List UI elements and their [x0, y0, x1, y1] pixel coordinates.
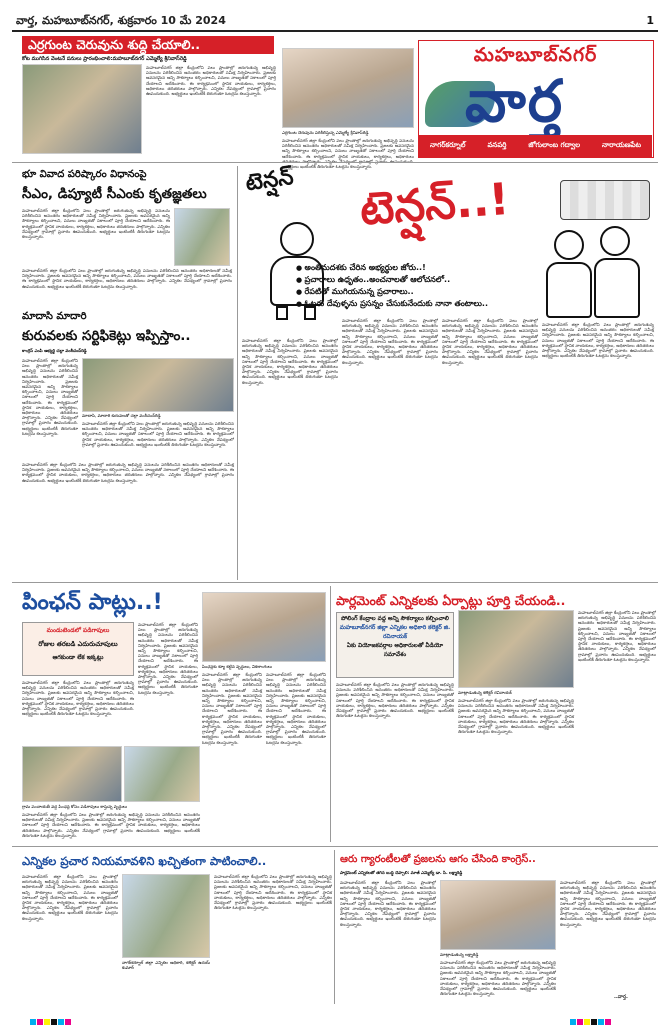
divider-3	[12, 846, 658, 847]
story1-subhead: కోట ముగిసిన వెంటనే పనులు ప్రారంభించాలి:మహబూబ్‌నగర్ ఎమ్మెల్యే శ్రీనివాస్‌రెడ్డి	[22, 56, 187, 62]
parliament-deck-3: ఏకు వియోజకవర్గాల అధికారులతో వీడియో సమావేశం	[346, 643, 444, 658]
election-code-caption: నాగర్‌కర్నూల్ జిల్లా ఎన్నికల అధికారి, కలెక్టర్ ఉదయ్ కుమార్	[122, 960, 210, 971]
district-1: నాగర్‌కర్నూల్	[429, 141, 466, 149]
district-strip	[419, 135, 652, 157]
masthead-logo-bg	[421, 67, 650, 135]
story3-headline: కురువలకు సర్టిఫికెట్లు ఇప్పిస్తాం..	[22, 328, 191, 344]
pension-body-2: మహబూబ్‌నగర్ జిల్లా కేంద్రంలోని పలు ప్రాంతాల్లో జరుగుతున్న అభివృద్ధి పనులను పరిశీలించిన అనంతరం అధికారులతో సమీక్ష నిర్వహించారు. ప్రజలకు అవసరమైన అన్ని సౌకర్యాలు కల్పించాలని, పనులు నాణ్యతతో సకాలంలో పూర్తి చేయాలని ఆదేశించారు. ఈ కార్యక్రమంలో స్థానిక నాయకులు, కార్యకర్తలు, అధికారులు తదితరులు పాల్గొన్నారు. ఎన్నికల నేపథ్యంలో గ్రామాల్లో ప్రచారం ఊపందుకుంది. అభ్యర్థులు ఇంటింటికీ తిరుగుతూ ఓటర్లను కలుస్తున్నారు.	[138, 622, 198, 695]
story3-body-2: మహబూబ్‌నగర్ జిల్లా కేంద్రంలోని పలు ప్రాంతాల్లో జరుగుతున్న అభివృద్ధి పనులను పరిశీలించిన అనంతరం అధికారులతో సమీక్ష నిర్వహించారు. ప్రజలకు అవసరమైన అన్ని సౌకర్యాలు కల్పించాలని, పనులు నాణ్యతతో సకాలంలో పూర్తి చేయాలని ఆదేశించారు. ఈ కార్యక్రమంలో స్థానిక నాయకులు, కార్యకర్తలు, అధికారులు తదితరులు పాల్గొన్నారు. ఎన్నికల నేపథ్యంలో గ్రామాల్లో ప్రచారం ఊపందుకుంది. అభ్యర్థులు ఇంటింటికీ తిరుగుతూ ఓటర్లను కలుస్తున్నారు.	[82, 421, 234, 447]
parliament-body-3: మహబూబ్‌నగర్ జిల్లా కేంద్రంలోని పలు ప్రాంతాల్లో జరుగుతున్న అభివృద్ధి పనులను పరిశీలించిన అనంతరం అధికారులతో సమీక్ష నిర్వహించారు. ప్రజలకు అవసరమైన అన్ని సౌకర్యాలు కల్పించాలని, పనులు నాణ్యతతో సకాలంలో పూర్తి చేయాలని ఆదేశించారు. ఈ కార్యక్రమంలో స్థానిక నాయకులు, కార్యకర్తలు, అధికారులు తదితరులు పాల్గొన్నారు. ఎన్నికల నేపథ్యంలో గ్రామాల్లో ప్రచారం ఊపందుకుంది. అభ్యర్థులు ఇంటింటికీ తిరుగుతూ ఓటర్లను కలుస్తున్నారు.	[578, 610, 656, 662]
district-2: వనపర్తి	[487, 141, 507, 149]
pension-caption-1: పింఛన్లకు క్యూ కట్టిన వృద్ధులు, వికలాంగులు	[202, 664, 272, 669]
parliament-deck-1: పోలింగ్ కేంద్రాల వద్ద అన్ని సౌకర్యాలు కల్పించాలి	[341, 616, 449, 622]
pension-photo-2	[22, 746, 122, 802]
cmyk-marks-right	[570, 1010, 612, 1029]
newspaper-logo: వార్త	[465, 67, 565, 135]
pension-deck-3: ఆగకుండా లేక ఇక్కట్లు	[52, 654, 104, 661]
pension-photo-1	[202, 592, 326, 662]
masthead	[418, 40, 654, 158]
district-4: నారాయణపేట	[602, 141, 642, 149]
story3-photo	[82, 358, 234, 412]
story3-caption: మాదాసి, మాదారి కురువలతో చల్లా వంశీచంద్‌రెడ్డి	[82, 413, 161, 418]
pension-body-5: మహబూబ్‌నగర్ జిల్లా కేంద్రంలోని పలు ప్రాంతాల్లో జరుగుతున్న అభివృద్ధి పనులను పరిశీలించిన అనంతరం అధికారులతో సమీక్ష నిర్వహించారు. ప్రజలకు అవసరమైన అన్ని సౌకర్యాలు కల్పించాలని, పనులు నాణ్యతతో సకాలంలో పూర్తి చేయాలని ఆదేశించారు. ఈ కార్యక్రమంలో స్థానిక నాయకులు, కార్యకర్తలు, అధికారులు తదితరులు పాల్గొన్నారు. ఎన్నికల నేపథ్యంలో గ్రామాల్లో ప్రచారం ఊపందుకుంది. అభ్యర్థులు ఇంటింటికీ తిరుగుతూ ఓటర్లను కలుస్తున్నారు.	[22, 812, 200, 838]
pension-deck-1: మండుటెండలో పడిగాపులు	[46, 627, 110, 634]
guarantees-signoff: ..వార్త.	[614, 994, 628, 1000]
guarantees-body-2: మహబూబ్‌నగర్ జిల్లా కేంద్రంలోని పలు ప్రాంతాల్లో జరుగుతున్న అభివృద్ధి పనులను పరిశీలించిన అనంతరం అధికారులతో సమీక్ష నిర్వహించారు. ప్రజలకు అవసరమైన అన్ని సౌకర్యాలు కల్పించాలని, పనులు నాణ్యతతో సకాలంలో పూర్తి చేయాలని ఆదేశించారు. ఈ కార్యక్రమంలో స్థానిక నాయకులు, కార్యకర్తలు, అధికారులు తదితరులు పాల్గొన్నారు. ఎన్నికల నేపథ్యంలో గ్రామాల్లో ప్రచారం ఊపందుకుంది. అభ్యర్థులు ఇంటింటికీ తిరుగుతూ ఓటర్లను కలుస్తున్నారు.	[440, 960, 556, 997]
story1-body: మహబూబ్‌నగర్ జిల్లా కేంద్రంలోని పలు ప్రాంతాల్లో జరుగుతున్న అభివృద్ధి పనులను పరిశీలించిన అనంతరం అధికారులతో సమీక్ష నిర్వహించారు. ప్రజలకు అవసరమైన అన్ని సౌకర్యాలు కల్పించాలని, పనులు నాణ్యతతో సకాలంలో పూర్తి చేయాలని ఆదేశించారు. ఈ కార్యక్రమంలో స్థానిక నాయకులు, కార్యకర్తలు, అధికారులు తదితరులు పాల్గొన్నారు. ఎన్నికల నేపథ్యంలో గ్రామాల్లో ప్రచారం ఊపందుకుంది. అభ్యర్థులు ఇంటింటికీ తిరుగుతూ ఓటర్లను కలుస్తున్నారు.	[146, 65, 276, 97]
tension-bullets	[296, 262, 576, 310]
divider-1	[12, 162, 658, 163]
tension-body-1: మహబూబ్‌నగర్ జిల్లా కేంద్రంలోని పలు ప్రాంతాల్లో జరుగుతున్న అభివృద్ధి పనులను పరిశీలించిన అనంతరం అధికారులతో సమీక్ష నిర్వహించారు. ప్రజలకు అవసరమైన అన్ని సౌకర్యాలు కల్పించాలని, పనులు నాణ్యతతో సకాలంలో పూర్తి చేయాలని ఆదేశించారు. ఈ కార్యక్రమంలో స్థానిక నాయకులు, కార్యకర్తలు, అధికారులు తదితరులు పాల్గొన్నారు. ఎన్నికల నేపథ్యంలో గ్రామాల్లో ప్రచారం ఊపందుకుంది. అభ్యర్థులు ఇంటింటికీ తిరుగుతూ ఓటర్లను కలుస్తున్నారు.	[242, 338, 338, 385]
cartoon-title: టెన్షన్	[244, 164, 296, 197]
tension-body-3: మహబూబ్‌నగర్ జిల్లా కేంద్రంలోని పలు ప్రాంతాల్లో జరుగుతున్న అభివృద్ధి పనులను పరిశీలించిన అనంతరం అధికారులతో సమీక్ష నిర్వహించారు. ప్రజలకు అవసరమైన అన్ని సౌకర్యాలు కల్పించాలని, పనులు నాణ్యతతో సకాలంలో పూర్తి చేయాలని ఆదేశించారు. ఈ కార్యక్రమంలో స్థానిక నాయకులు, కార్యకర్తలు, అధికారులు తదితరులు పాల్గొన్నారు. ఎన్నికల నేపథ్యంలో గ్రామాల్లో ప్రచారం ఊపందుకుంది. అభ్యర్థులు ఇంటింటికీ తిరుగుతూ ఓటర్లను కలుస్తున్నారు.	[442, 318, 538, 365]
vertical-divider-3	[334, 850, 335, 1004]
edition-name: మహబూబ్‌నగర్	[473, 44, 598, 66]
pension-deck	[22, 622, 134, 676]
vertical-divider	[237, 166, 238, 580]
story2-body-2: మహబూబ్‌నగర్ జిల్లా కేంద్రంలోని పలు ప్రాంతాల్లో జరుగుతున్న అభివృద్ధి పనులను పరిశీలించిన అనంతరం అధికారులతో సమీక్ష నిర్వహించారు. ప్రజలకు అవసరమైన అన్ని సౌకర్యాలు కల్పించాలని, పనులు నాణ్యతతో సకాలంలో పూర్తి చేయాలని ఆదేశించారు. ఈ కార్యక్రమంలో స్థానిక నాయకులు, కార్యకర్తలు, అధికారులు తదితరులు పాల్గొన్నారు. ఎన్నికల నేపథ్యంలో గ్రామాల్లో ప్రచారం ఊపందుకుంది. అభ్యర్థులు ఇంటింటికీ తిరుగుతూ ఓటర్లను కలుస్తున్నారు.	[22, 268, 232, 289]
page-header	[12, 14, 658, 28]
pension-body-3: మహబూబ్‌నగర్ జిల్లా కేంద్రంలోని పలు ప్రాంతాల్లో జరుగుతున్న అభివృద్ధి పనులను పరిశీలించిన అనంతరం అధికారులతో సమీక్ష నిర్వహించారు. ప్రజలకు అవసరమైన అన్ని సౌకర్యాలు కల్పించాలని, పనులు నాణ్యతతో సకాలంలో పూర్తి చేయాలని ఆదేశించారు. ఈ కార్యక్రమంలో స్థానిక నాయకులు, కార్యకర్తలు, అధికారులు తదితరులు పాల్గొన్నారు. ఎన్నికల నేపథ్యంలో గ్రామాల్లో ప్రచారం ఊపందుకుంది. అభ్యర్థులు ఇంటింటికీ తిరుగుతూ ఓటర్లను కలుస్తున్నారు.	[202, 672, 262, 745]
parliament-body-2: మహబూబ్‌నగర్ జిల్లా కేంద్రంలోని పలు ప్రాంతాల్లో జరుగుతున్న అభివృద్ధి పనులను పరిశీలించిన అనంతరం అధికారులతో సమీక్ష నిర్వహించారు. ప్రజలకు అవసరమైన అన్ని సౌకర్యాలు కల్పించాలని, పనులు నాణ్యతతో సకాలంలో పూర్తి చేయాలని ఆదేశించారు. ఈ కార్యక్రమంలో స్థానిక నాయకులు, కార్యకర్తలు, అధికారులు తదితరులు పాల్గొన్నారు. ఎన్నికల నేపథ్యంలో గ్రామాల్లో ప్రచారం ఊపందుకుంది. అభ్యర్థులు ఇంటింటికీ తిరుగుతూ ఓటర్లను కలుస్తున్నారు.	[458, 698, 574, 735]
story3-subhead: కాంగ్రెస్ ఎంపి అభ్యర్థి చల్లా వంశీచంద్‌రెడ్డి	[22, 348, 87, 353]
guarantees-body-3: మహబూబ్‌నగర్ జిల్లా కేంద్రంలోని పలు ప్రాంతాల్లో జరుగుతున్న అభివృద్ధి పనులను పరిశీలించిన అనంతరం అధికారులతో సమీక్ష నిర్వహించారు. ప్రజలకు అవసరమైన అన్ని సౌకర్యాలు కల్పించాలని, పనులు నాణ్యతతో సకాలంలో పూర్తి చేయాలని ఆదేశించారు. ఈ కార్యక్రమంలో స్థానిక నాయకులు, కార్యకర్తలు, అధికారులు తదితరులు పాల్గొన్నారు. ఎన్నికల నేపథ్యంలో గ్రామాల్లో ప్రచారం ఊపందుకుంది. అభ్యర్థులు ఇంటింటికీ తిరుగుతూ ఓటర్లను కలుస్తున్నారు.	[560, 880, 656, 927]
vertical-divider-2	[330, 586, 331, 842]
tension-body-4: మహబూబ్‌నగర్ జిల్లా కేంద్రంలోని పలు ప్రాంతాల్లో జరుగుతున్న అభివృద్ధి పనులను పరిశీలించిన అనంతరం అధికారులతో సమీక్ష నిర్వహించారు. ప్రజలకు అవసరమైన అన్ని సౌకర్యాలు కల్పించాలని, పనులు నాణ్యతతో సకాలంలో పూర్తి చేయాలని ఆదేశించారు. ఈ కార్యక్రమంలో స్థానిక నాయకులు, కార్యకర్తలు, అధికారులు తదితరులు పాల్గొన్నారు. ఎన్నికల నేపథ్యంలో గ్రామాల్లో ప్రచారం ఊపందుకుంది. అభ్యర్థులు ఇంటింటికీ తిరుగుతూ ఓటర్లను కలుస్తున్నారు.	[542, 322, 654, 359]
story3-kicker: మాదాసి మాదారి	[22, 311, 87, 322]
story3-body-3: మహబూబ్‌నగర్ జిల్లా కేంద్రంలోని పలు ప్రాంతాల్లో జరుగుతున్న అభివృద్ధి పనులను పరిశీలించిన అనంతరం అధికారులతో సమీక్ష నిర్వహించారు. ప్రజలకు అవసరమైన అన్ని సౌకర్యాలు కల్పించాలని, పనులు నాణ్యతతో సకాలంలో పూర్తి చేయాలని ఆదేశించారు. ఈ కార్యక్రమంలో స్థానిక నాయకులు, కార్యకర్తలు, అధికారులు తదితరులు పాల్గొన్నారు. ఎన్నికల నేపథ్యంలో గ్రామాల్లో ప్రచారం ఊపందుకుంది. అభ్యర్థులు ఇంటింటికీ తిరుగుతూ ఓటర్లను కలుస్తున్నారు.	[22, 462, 234, 483]
story2-body: మహబూబ్‌నగర్ జిల్లా కేంద్రంలోని పలు ప్రాంతాల్లో జరుగుతున్న అభివృద్ధి పనులను పరిశీలించిన అనంతరం అధికారులతో సమీక్ష నిర్వహించారు. ప్రజలకు అవసరమైన అన్ని సౌకర్యాలు కల్పించాలని, పనులు నాణ్యతతో సకాలంలో పూర్తి చేయాలని ఆదేశించారు. ఈ కార్యక్రమంలో స్థానిక నాయకులు, కార్యకర్తలు, అధికారులు తదితరులు పాల్గొన్నారు. ఎన్నికల నేపథ్యంలో గ్రామాల్లో ప్రచారం ఊపందుకుంది. అభ్యర్థులు ఇంటింటికీ తిరుగుతూ ఓటర్లను కలుస్తున్నారు.	[22, 208, 170, 240]
district-3: జోగులాంబ గద్వాల	[528, 141, 581, 149]
guarantees-body-1: మహబూబ్‌నగర్ జిల్లా కేంద్రంలోని పలు ప్రాంతాల్లో జరుగుతున్న అభివృద్ధి పనులను పరిశీలించిన అనంతరం అధికారులతో సమీక్ష నిర్వహించారు. ప్రజలకు అవసరమైన అన్ని సౌకర్యాలు కల్పించాలని, పనులు నాణ్యతతో సకాలంలో పూర్తి చేయాలని ఆదేశించారు. ఈ కార్యక్రమంలో స్థానిక నాయకులు, కార్యకర్తలు, అధికారులు తదితరులు పాల్గొన్నారు. ఎన్నికల నేపథ్యంలో గ్రామాల్లో ప్రచారం ఊపందుకుంది. అభ్యర్థులు ఇంటింటికీ తిరుగుతూ ఓటర్లను కలుస్తున్నారు.	[340, 880, 436, 927]
cmyk-marks-left	[30, 1010, 72, 1029]
guarantees-subhead: పార్లమెంట్ ఎన్నికలతో తగిన బుద్ధి చెప్పాలి: మాజీ ఎమ్మెల్యే డా. సి. లక్ష్మారెడ్డి	[340, 870, 463, 875]
tension-bullet-4: ● ఓటరు దేవుళ్ళను ప్రసన్నం చేసుకునేందుకు నానా తంటాలు..	[296, 298, 576, 310]
election-code-photo	[122, 874, 210, 958]
tension-cartoon-left	[240, 166, 358, 336]
story2-headline-2: సీఎం, డిప్యూటీ సీఎంకు కృతజ్ఞతలు	[22, 186, 207, 202]
pension-caption-2: గ్రామ పంచాయతీ వద్ద పింఛన్ల కోసం పడిగాపులు కాస్తున్న వృద్ధులు	[22, 804, 128, 809]
election-code-headline: ఎన్నికల ప్రచార నియమావళిని ఖచ్చితంగా పాటించాలి..	[22, 854, 267, 868]
pension-body-4: మహబూబ్‌నగర్ జిల్లా కేంద్రంలోని పలు ప్రాంతాల్లో జరుగుతున్న అభివృద్ధి పనులను పరిశీలించిన అనంతరం అధికారులతో సమీక్ష నిర్వహించారు. ప్రజలకు అవసరమైన అన్ని సౌకర్యాలు కల్పించాలని, పనులు నాణ్యతతో సకాలంలో పూర్తి చేయాలని ఆదేశించారు. ఈ కార్యక్రమంలో స్థానిక నాయకులు, కార్యకర్తలు, అధికారులు తదితరులు పాల్గొన్నారు. ఎన్నికల నేపథ్యంలో గ్రామాల్లో ప్రచారం ఊపందుకుంది. అభ్యర్థులు ఇంటింటికీ తిరుగుతూ ఓటర్లను కలుస్తున్నారు.	[266, 672, 326, 745]
tension-bullet-2: ● ప్రచారాలు ఉధృతం..అంచనాలతో ఆలోచనలో..	[296, 274, 576, 286]
divider-2	[12, 582, 658, 583]
pension-deck-2: రోజుల తరబడి ఎదురుచూపులు	[38, 640, 118, 648]
parliament-photo	[458, 610, 574, 688]
pension-body-1: మహబూబ్‌నగర్ జిల్లా కేంద్రంలోని పలు ప్రాంతాల్లో జరుగుతున్న అభివృద్ధి పనులను పరిశీలించిన అనంతరం అధికారులతో సమీక్ష నిర్వహించారు. ప్రజలకు అవసరమైన అన్ని సౌకర్యాలు కల్పించాలని, పనులు నాణ్యతతో సకాలంలో పూర్తి చేయాలని ఆదేశించారు. ఈ కార్యక్రమంలో స్థానిక నాయకులు, కార్యకర్తలు, అధికారులు తదితరులు పాల్గొన్నారు. ఎన్నికల నేపథ్యంలో గ్రామాల్లో ప్రచారం ఊపందుకుంది. అభ్యర్థులు ఇంటింటికీ తిరుగుతూ ఓటర్లను కలుస్తున్నారు.	[22, 680, 134, 717]
parliament-body-1: మహబూబ్‌నగర్ జిల్లా కేంద్రంలోని పలు ప్రాంతాల్లో జరుగుతున్న అభివృద్ధి పనులను పరిశీలించిన అనంతరం అధికారులతో సమీక్ష నిర్వహించారు. ప్రజలకు అవసరమైన అన్ని సౌకర్యాలు కల్పించాలని, పనులు నాణ్యతతో సకాలంలో పూర్తి చేయాలని ఆదేశించారు. ఈ కార్యక్రమంలో స్థానిక నాయకులు, కార్యకర్తలు, అధికారులు తదితరులు పాల్గొన్నారు. ఎన్నికల నేపథ్యంలో గ్రామాల్లో ప్రచారం ఊపందుకుంది. అభ్యర్థులు ఇంటింటికీ తిరుగుతూ ఓటర్లను కలుస్తున్నారు.	[336, 682, 454, 719]
parliament-headline: పార్లమెంట్ ఎన్నికలకు ఏర్పాట్లు పూర్తి చేయండి..	[336, 593, 566, 608]
guarantees-headline: ఆరు గ్యారంటీలతో ప్రజలను ఆగం చేసింది కాంగ్రెస్..	[340, 854, 536, 865]
parliament-deck-2: మహబూబ్‌నగర్ జిల్లా ఎన్నికల అధికారి కలెక్టర్ జి. రవినాయక్	[339, 625, 451, 640]
tension-bullet-3: ● రేపటితో ముగియనున్న ప్రచారాలు..	[296, 286, 576, 298]
dateline: వార్త, మహబూబ్‌నగర్, శుక్రవారం 10 మే 2024	[16, 14, 226, 27]
tension-body-2: మహబూబ్‌నగర్ జిల్లా కేంద్రంలోని పలు ప్రాంతాల్లో జరుగుతున్న అభివృద్ధి పనులను పరిశీలించిన అనంతరం అధికారులతో సమీక్ష నిర్వహించారు. ప్రజలకు అవసరమైన అన్ని సౌకర్యాలు కల్పించాలని, పనులు నాణ్యతతో సకాలంలో పూర్తి చేయాలని ఆదేశించారు. ఈ కార్యక్రమంలో స్థానిక నాయకులు, కార్యకర్తలు, అధికారులు తదితరులు పాల్గొన్నారు. ఎన్నికల నేపథ్యంలో గ్రామాల్లో ప్రచారం ఊపందుకుంది. అభ్యర్థులు ఇంటింటికీ తిరుగుతూ ఓటర్లను కలుస్తున్నారు.	[342, 318, 438, 365]
election-code-body-2: మహబూబ్‌నగర్ జిల్లా కేంద్రంలోని పలు ప్రాంతాల్లో జరుగుతున్న అభివృద్ధి పనులను పరిశీలించిన అనంతరం అధికారులతో సమీక్ష నిర్వహించారు. ప్రజలకు అవసరమైన అన్ని సౌకర్యాలు కల్పించాలని, పనులు నాణ్యతతో సకాలంలో పూర్తి చేయాలని ఆదేశించారు. ఈ కార్యక్రమంలో స్థానిక నాయకులు, కార్యకర్తలు, అధికారులు తదితరులు పాల్గొన్నారు. ఎన్నికల నేపథ్యంలో గ్రామాల్లో ప్రచారం ఊపందుకుంది. అభ్యర్థులు ఇంటింటికీ తిరుగుతూ ఓటర్లను కలుస్తున్నారు.	[214, 874, 332, 911]
story3-body: మహబూబ్‌నగర్ జిల్లా కేంద్రంలోని పలు ప్రాంతాల్లో జరుగుతున్న అభివృద్ధి పనులను పరిశీలించిన అనంతరం అధికారులతో సమీక్ష నిర్వహించారు. ప్రజలకు అవసరమైన అన్ని సౌకర్యాలు కల్పించాలని, పనులు నాణ్యతతో సకాలంలో పూర్తి చేయాలని ఆదేశించారు. ఈ కార్యక్రమంలో స్థానిక నాయకులు, కార్యకర్తలు, అధికారులు తదితరులు పాల్గొన్నారు. ఎన్నికల నేపథ్యంలో గ్రామాల్లో ప్రచారం ఊపందుకుంది. అభ్యర్థులు ఇంటింటికీ తిరుగుతూ ఓటర్లను కలుస్తున్నారు.	[22, 358, 78, 436]
tension-bullet-1: ● అంతిమదశకు చేరిన అభ్యర్థుల జోరు..!	[296, 262, 576, 274]
pension-headline: పింఛన్ పాట్లు..!	[22, 590, 163, 615]
story1-headline: ఎర్రగుంట చెరువును శుద్ధి చేయాలి..	[22, 36, 274, 54]
header-rule	[12, 30, 658, 32]
parliament-caption: మాట్లాడుతున్న కలెక్టర్ రవినాయక్	[458, 690, 512, 695]
election-code-body-1: మహబూబ్‌నగర్ జిల్లా కేంద్రంలోని పలు ప్రాంతాల్లో జరుగుతున్న అభివృద్ధి పనులను పరిశీలించిన అనంతరం అధికారులతో సమీక్ష నిర్వహించారు. ప్రజలకు అవసరమైన అన్ని సౌకర్యాలు కల్పించాలని, పనులు నాణ్యతతో సకాలంలో పూర్తి చేయాలని ఆదేశించారు. ఈ కార్యక్రమంలో స్థానిక నాయకులు, కార్యకర్తలు, అధికారులు తదితరులు పాల్గొన్నారు. ఎన్నికల నేపథ్యంలో గ్రామాల్లో ప్రచారం ఊపందుకుంది. అభ్యర్థులు ఇంటింటికీ తిరుగుతూ ఓటర్లను కలుస్తున్నారు.	[22, 874, 118, 921]
story2-photo	[174, 208, 230, 266]
pension-photo-3	[124, 746, 200, 802]
page-number: 1	[646, 14, 654, 27]
tension-headline: టెన్షన్..!	[358, 173, 511, 236]
story1-photo-right	[282, 48, 414, 128]
story2-headline-1: భూ వివాద పరిష్కారం విధానంపై	[22, 169, 147, 180]
guarantees-caption: మాట్లాడుతున్న లక్ష్మారెడ్డి	[440, 952, 479, 957]
parliament-deck	[336, 612, 454, 678]
story1-caption: ఎర్రగుంట చెరువును పరిశీలిస్తున్న ఎమ్మెల్యే శ్రీనివాస్‌రెడ్డి	[282, 130, 369, 135]
story1-body-2: మహబూబ్‌నగర్ జిల్లా కేంద్రంలోని పలు ప్రాంతాల్లో జరుగుతున్న అభివృద్ధి పనులను పరిశీలించిన అనంతరం అధికారులతో సమీక్ష నిర్వహించారు. ప్రజలకు అవసరమైన అన్ని సౌకర్యాలు కల్పించాలని, పనులు నాణ్యతతో సకాలంలో పూర్తి చేయాలని ఆదేశించారు. ఈ కార్యక్రమంలో స్థానిక నాయకులు, కార్యకర్తలు, అధికారులు అభ్యర్థులు ఇంటింటికీ తిరుగుతూ ఓటర్లను కలుస్తున్నారు.	[282, 138, 414, 170]
guarantees-photo	[440, 880, 556, 950]
story1-photo-left	[22, 64, 142, 154]
